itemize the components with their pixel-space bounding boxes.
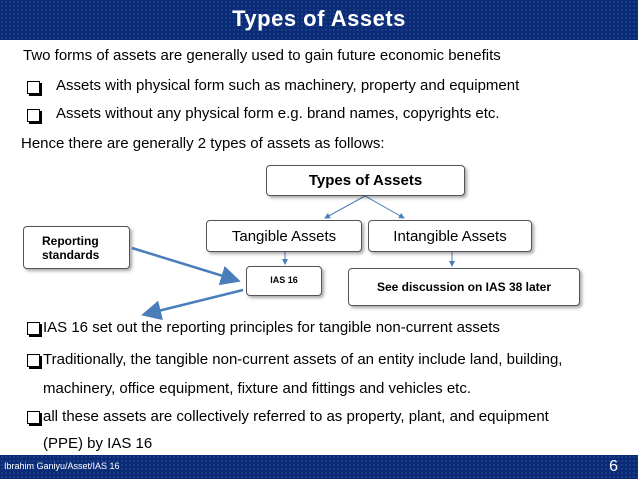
diagram-root-node — [266, 165, 465, 196]
ias38-label: See discussion on IAS 38 later — [376, 280, 552, 294]
bullet-nonphysical: Assets without any physical form e.g. brand names, copyrights etc. — [56, 105, 500, 122]
hence-text: Hence there are generally 2 types of assets as follows: — [21, 135, 385, 152]
arrow-standards-to-ias16 — [132, 248, 236, 280]
bullet-traditionally-line2: machinery, office equipment, fixture and fittings and vehicles etc. — [43, 380, 472, 397]
bullet-physical: Assets with physical form such as machinery, property and equipment — [56, 77, 520, 94]
slide-title: Types of Assets — [232, 6, 406, 31]
intro-text: Two forms of assets are generally used to gain future economic benefits — [23, 47, 501, 64]
arrow-ias16-to-bullets — [146, 290, 243, 314]
arrow-root-to-tangible — [325, 196, 365, 218]
ias38-node — [348, 268, 580, 306]
footer-bar — [0, 455, 638, 479]
checkbox-bullet-icon — [27, 354, 40, 367]
root-label: Types of Assets — [308, 172, 423, 189]
reporting-standards-node — [23, 226, 130, 269]
bullet-ias16: IAS 16 set out the reporting principles for tangible non-current assets — [43, 319, 500, 336]
intangible-label: Intangible Assets — [393, 227, 507, 245]
tangible-assets-node — [206, 220, 362, 252]
arrow-root-to-intangible — [365, 196, 404, 218]
bullet-ppe-line1: all these assets are collectively referred to as property, plant, and equipment — [43, 408, 549, 425]
checkbox-bullet-icon — [27, 411, 40, 424]
intangible-assets-node — [368, 220, 532, 252]
bullet-traditionally-line1: Traditionally, the tangible non-current assets of an entity include land, building, — [43, 351, 563, 368]
reporting-label-line1: Reporting — [42, 233, 99, 248]
ias16-node — [246, 266, 322, 296]
reporting-label-line2: standards — [42, 247, 100, 262]
footer-credit: Ibrahim Ganiyu/Asset/IAS 16 — [4, 461, 120, 471]
ias16-label: IAS 16 — [270, 275, 298, 285]
page-number: 6 — [609, 458, 618, 475]
bullet-ppe-line2: (PPE) by IAS 16 — [43, 435, 153, 452]
tangible-label: Tangible Assets — [231, 227, 337, 245]
checkbox-bullet-icon — [27, 322, 40, 335]
